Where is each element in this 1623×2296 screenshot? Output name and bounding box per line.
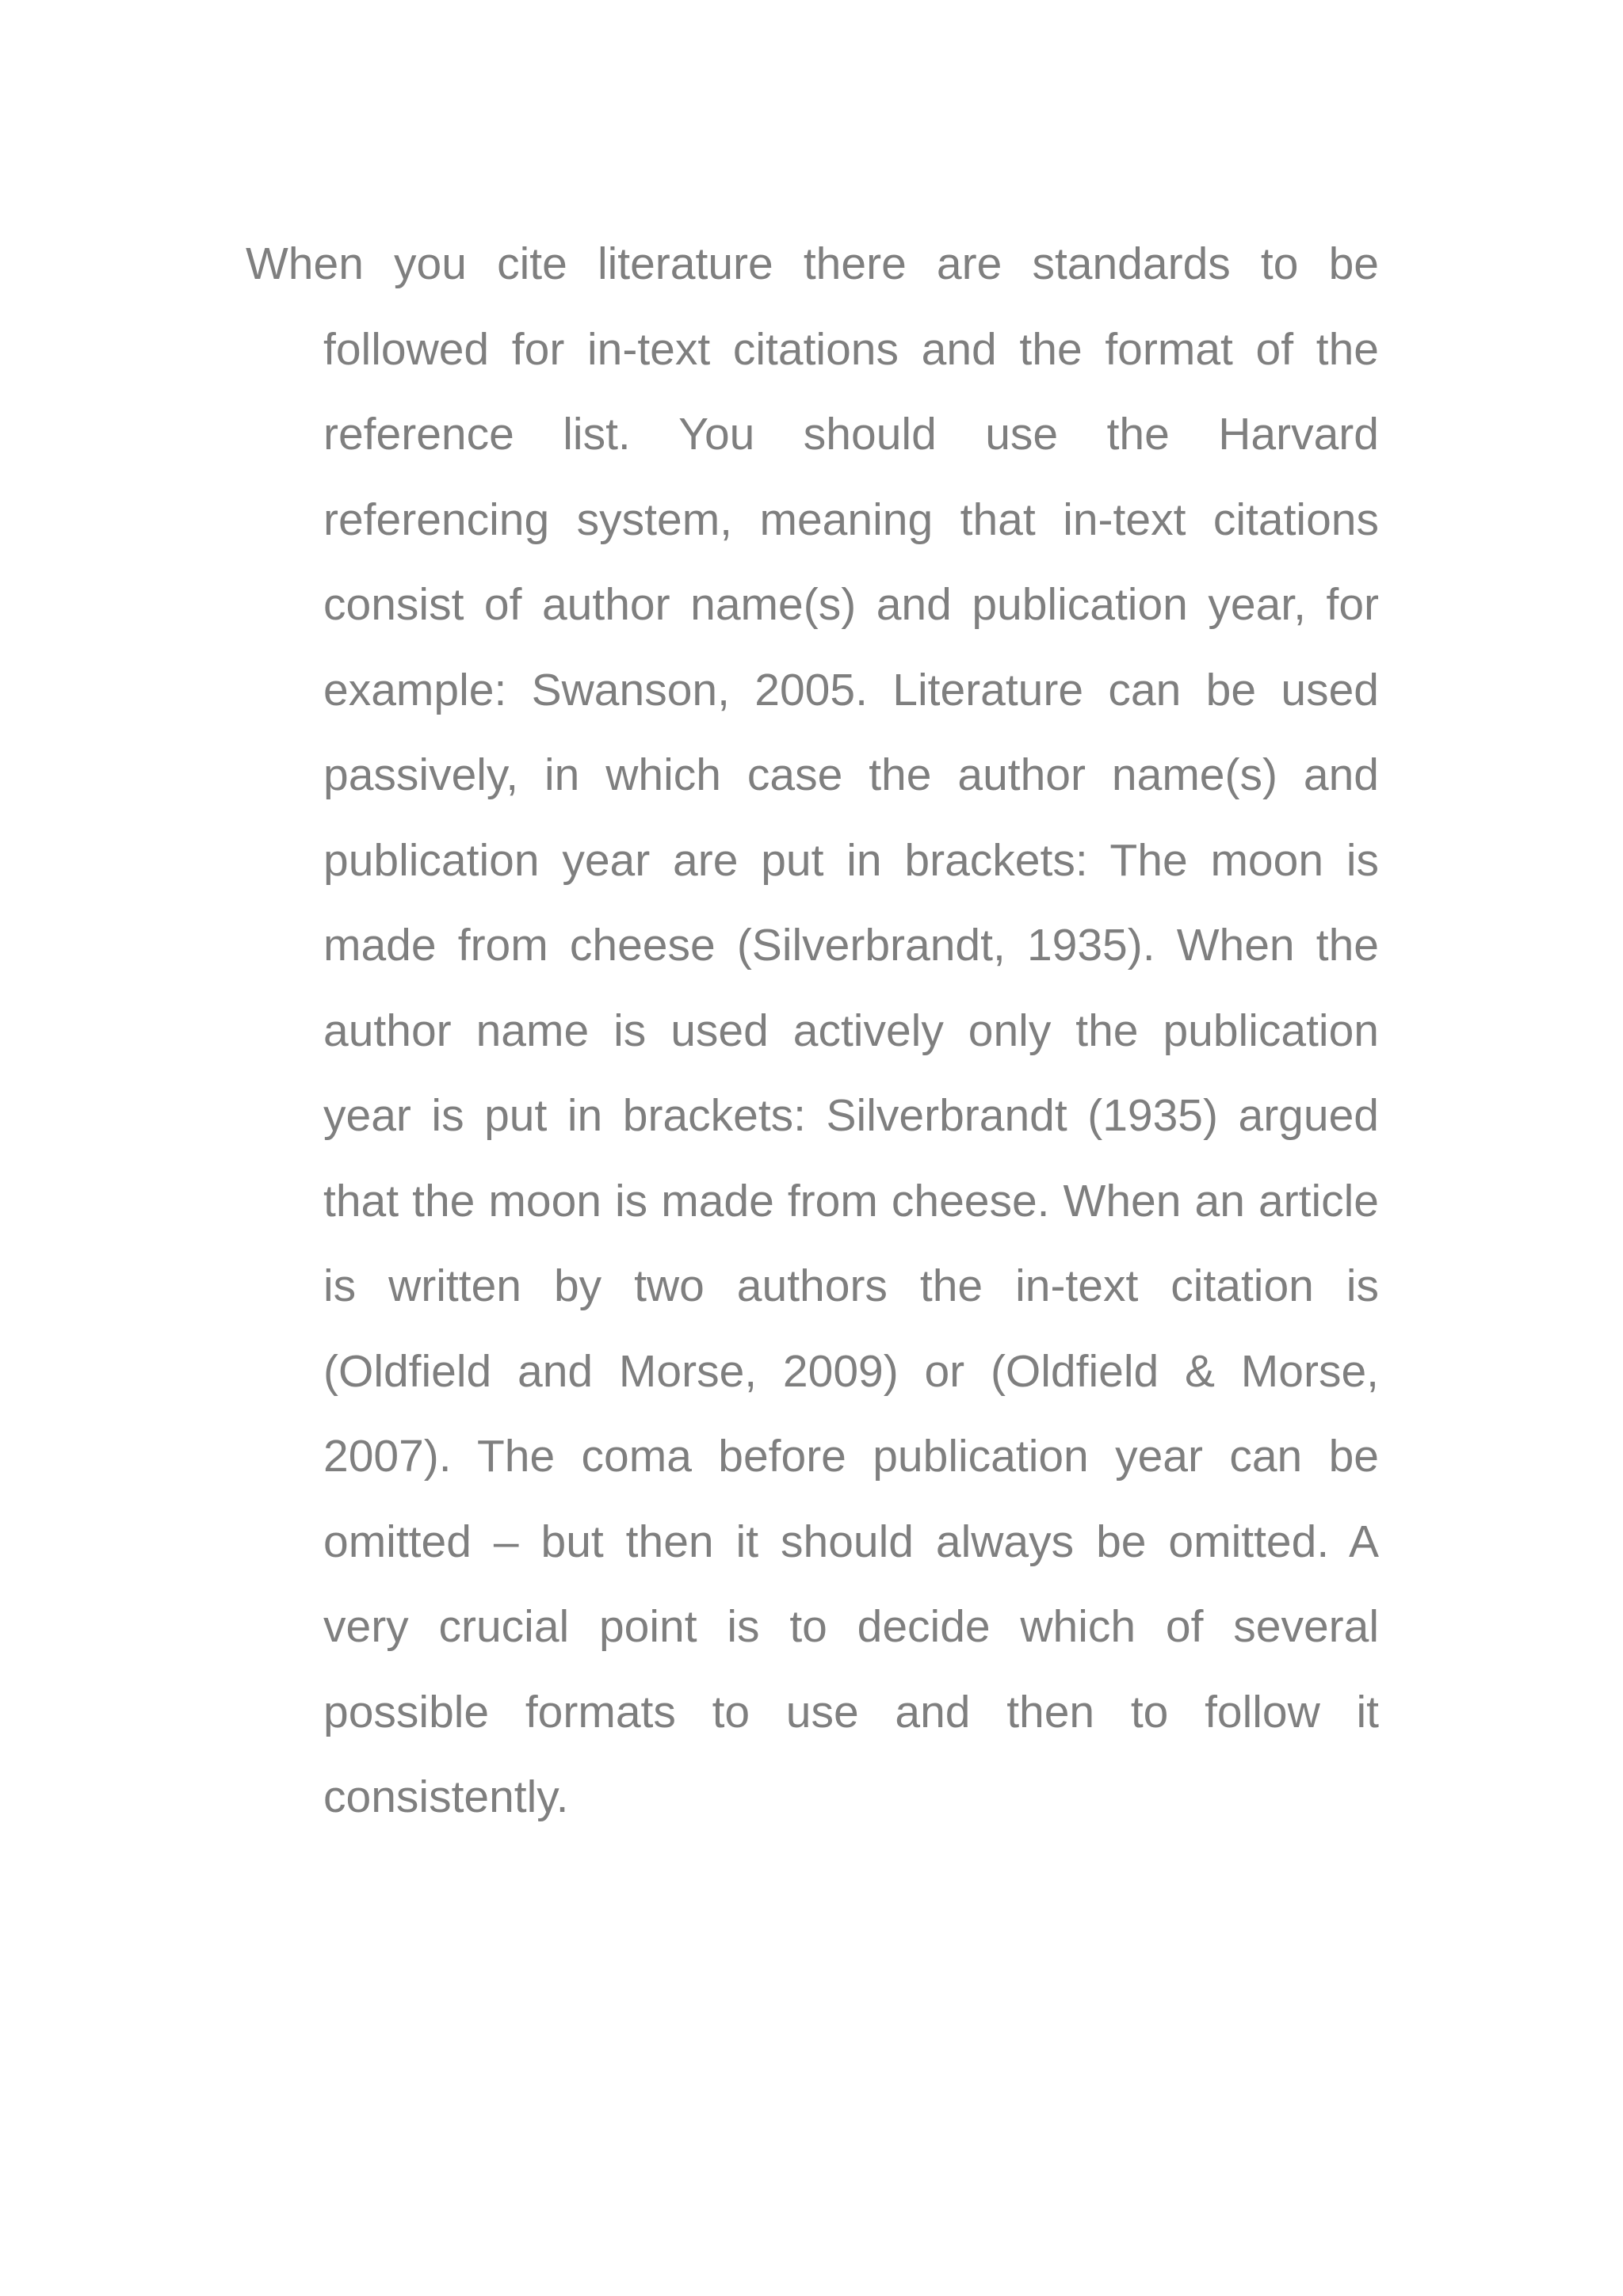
body-paragraph: When you cite literature there are standards to be followed for in-text citations and the format of the reference list. You should use the Harvard referencing system, meaning that in-text citations consist of author name(s) and publication year, for example: Swanson, 2005. Literature can be used passively, in which case the author name(s) and publication year are put in brackets: The moon is made from cheese (Silverbrandt, 1935). When the author name is used actively only the publication year is put in brackets: Silverbrandt (1935) argued that the moon is made from cheese. When an article is written by two authors the in-text citation is (Oldfield and Morse, 2009) or (Oldfield & Morse, 2007). The coma before publication year can be omitted – but then it should always be omitted. A very crucial point is to decide which of several possible formats to use and then to follow it consistently. [246, 238, 1379, 1822]
